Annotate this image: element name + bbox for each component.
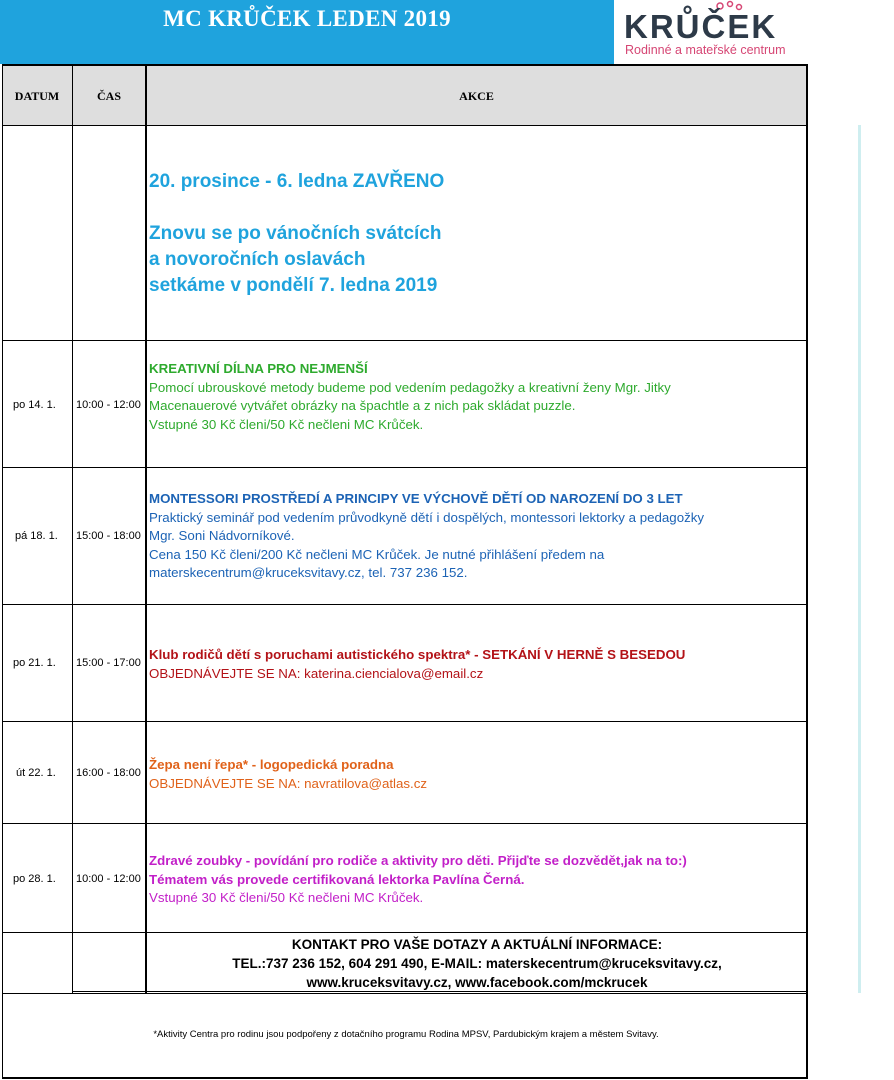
table-line — [806, 64, 808, 1079]
table-line — [2, 993, 808, 994]
logo-word: KRŮČEK — [624, 8, 778, 45]
event-time: 15:00 - 17:00 — [76, 657, 141, 669]
event-title: Žepa není řepa* - logopedická poradna — [149, 757, 394, 772]
contact-info — [148, 935, 806, 992]
closure-line: 20. prosince - 6. ledna ZAVŘENO — [149, 171, 445, 192]
event-title: Klub rodičů dětí s poruchami autistického spektra* - SETKÁNÍ V HERNĚ S BESEDOU — [149, 647, 686, 662]
table-line — [2, 64, 3, 1079]
table-line — [2, 823, 808, 824]
event-line: materskecentrum@kruceksvitavy.cz, tel. 737 236 152. — [149, 565, 468, 580]
table-line — [2, 1077, 808, 1079]
closure-line: Znovu se po vánočních svátcích — [149, 223, 442, 244]
event-line: Pomocí ubrouskové metody budeme pod vedením pedagožky a kreativní ženy Mgr. Jitky — [149, 379, 671, 395]
event-description — [149, 646, 685, 683]
contact-phone-email: TEL.:737 236 152, 604 291 490, E-MAIL: materskecentrum@kruceksvitavy.cz, — [232, 956, 722, 971]
event-time: 10:00 - 12:00 — [76, 873, 141, 885]
contact-web: www.kruceksvitavy.cz, www.facebook.com/mckrucek — [306, 975, 648, 990]
table-line — [2, 340, 808, 341]
event-title-2: Tématem vás provede certifikovaná lektorka Pavlína Černá. — [149, 871, 525, 887]
event-line: OBJEDNÁVEJTE SE NA: navratilova@atlas.cz — [149, 775, 428, 791]
event-title: MONTESSORI PROSTŘEDÍ A PRINCIPY VE VÝCHOVĚ DĚTÍ OD NAROZENÍ DO 3 LET — [149, 491, 683, 506]
event-date: po 28. 1. — [13, 873, 56, 885]
event-description — [149, 490, 704, 583]
event-line: Vstupné 30 Kč členi/50 Kč nečleni MC Krůček. — [149, 890, 424, 905]
event-date: po 21. 1. — [13, 657, 56, 669]
event-line: Mgr. Soni Nádvorníkové. — [149, 528, 295, 543]
table-line — [2, 604, 808, 605]
event-date: út 22. 1. — [16, 767, 56, 779]
event-description — [149, 756, 427, 793]
table-line — [2, 932, 808, 933]
event-date: po 14. 1. — [13, 399, 56, 411]
event-description — [149, 852, 687, 908]
table-line — [145, 64, 147, 993]
event-time: 16:00 - 18:00 — [76, 767, 141, 779]
page-title: MC KRŮČEK LEDEN 2019 — [163, 6, 451, 31]
event-description — [149, 360, 671, 434]
event-time: 15:00 - 18:00 — [76, 530, 141, 542]
event-title: KREATIVNÍ DÍLNA PRO NEJMENŠÍ — [149, 361, 368, 376]
logo-tagline: Rodinné a mateřské centrum — [625, 43, 786, 57]
contact-heading: KONTAKT PRO VAŠE DOTAZY A AKTUÁLNÍ INFORMACE: — [291, 937, 663, 952]
event-line: Macenauerové vytvářet obrázky na špachtle a z nich pak skládat puzzle. — [149, 398, 576, 413]
event-line: OBJEDNÁVEJTE SE NA: katerina.ciencialova@email.cz — [149, 665, 484, 681]
table-line — [2, 467, 808, 468]
event-line: Cena 150 Kč členi/200 Kč nečleni MC Krůček. Je nutné přihlášení předem na — [149, 546, 605, 562]
footnote: *Aktivity Centra pro rodinu jsou podpořeny z dotačního programu Rodina MPSV, Pardubickým krajem a městem Svitavy. — [153, 1029, 659, 1040]
event-time: 10:00 - 12:00 — [76, 399, 141, 411]
table-line — [2, 125, 808, 126]
column-header-date: DATUM — [14, 89, 60, 103]
table-line — [72, 64, 73, 993]
event-line: Praktický seminář pod vedením průvodkyně dětí i dospělých, montessori lektorky a pedagožky — [149, 509, 705, 525]
closure-line: a novoročních oslavách — [149, 249, 366, 270]
column-header-time: ČAS — [96, 89, 121, 103]
table-line — [2, 64, 808, 66]
closure-line: setkáme v pondělí 7. ledna 2019 — [149, 275, 438, 296]
event-line: Vstupné 30 Kč členi/50 Kč nečleni MC Krůček. — [149, 416, 424, 432]
table-line — [2, 721, 808, 722]
side-line — [858, 125, 861, 993]
event-title: Zdravé zoubky - povídání pro rodiče a aktivity pro děti. Přijďte se dozvědět,jak na to:) — [149, 853, 687, 868]
column-header-event: AKCE — [459, 89, 494, 103]
event-date: pá 18. 1. — [15, 530, 58, 542]
closure-notice — [149, 169, 444, 299]
